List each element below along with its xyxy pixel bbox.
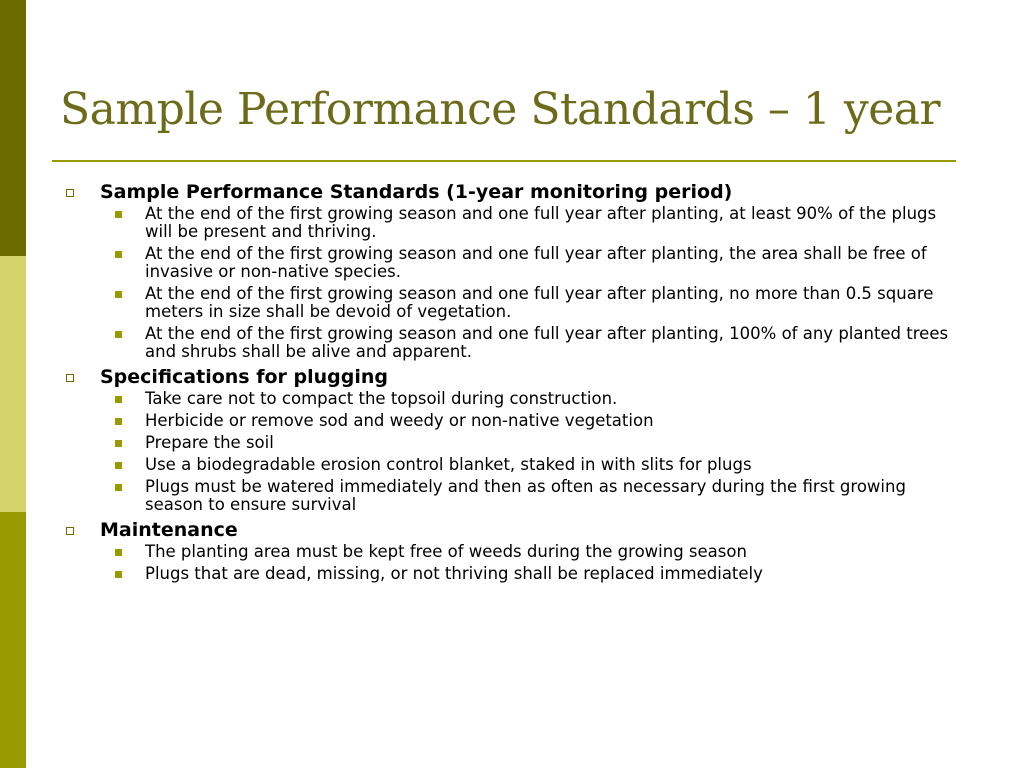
section-heading: Specifications for plugging <box>100 366 388 388</box>
list-item: The planting area must be kept free of weeds during the growing season <box>100 543 960 561</box>
filled-square-bullet-icon <box>115 484 122 491</box>
filled-square-bullet-icon <box>115 462 122 469</box>
sidebar-band-olive <box>0 512 26 768</box>
section-heading: Maintenance <box>100 519 238 541</box>
section-heading: Sample Performance Standards (1-year monitoring period) <box>100 181 733 203</box>
filled-square-bullet-icon <box>115 440 122 447</box>
filled-square-bullet-icon <box>115 571 122 578</box>
list-item: Plugs must be watered immediately and then as often as necessary during the first growing season to ensure survival <box>100 478 960 514</box>
bullet-list <box>100 205 960 361</box>
title-divider <box>52 160 956 162</box>
slide-title: Sample Performance Standards – 1 year <box>60 84 941 135</box>
list-item: Herbicide or remove sod and weedy or non-native vegetation <box>100 412 960 430</box>
list-item: Plugs that are dead, missing, or not thriving shall be replaced immediately <box>100 565 960 583</box>
filled-square-bullet-icon <box>115 251 122 258</box>
slide-content <box>60 180 960 587</box>
list-item: At the end of the first growing season and one full year after planting, 100% of any planted trees and shrubs shall be alive and apparent. <box>100 325 960 361</box>
list-item: Use a biodegradable erosion control blanket, staked in with slits for plugs <box>100 456 960 474</box>
section-specifications-for-plugging <box>60 365 960 514</box>
filled-square-bullet-icon <box>115 211 122 218</box>
hollow-square-bullet-icon <box>66 189 74 197</box>
list-item: At the end of the first growing season and one full year after planting, the area shall be free of invasive or non-native species. <box>100 245 960 281</box>
filled-square-bullet-icon <box>115 396 122 403</box>
filled-square-bullet-icon <box>115 549 122 556</box>
hollow-square-bullet-icon <box>66 527 74 535</box>
section-performance-standards <box>60 180 960 361</box>
sidebar-band-dark <box>0 0 26 256</box>
list-item: Prepare the soil <box>100 434 960 452</box>
sidebar-band-light <box>0 256 26 512</box>
filled-square-bullet-icon <box>115 418 122 425</box>
section-maintenance <box>60 518 960 583</box>
list-item: Take care not to compact the topsoil during construction. <box>100 390 960 408</box>
filled-square-bullet-icon <box>115 331 122 338</box>
list-item: At the end of the first growing season and one full year after planting, at least 90% of the plugs will be present and thriving. <box>100 205 960 241</box>
bullet-list <box>100 543 960 583</box>
filled-square-bullet-icon <box>115 291 122 298</box>
list-item: At the end of the first growing season and one full year after planting, no more than 0.5 square meters in size shall be devoid of vegetation. <box>100 285 960 321</box>
bullet-list <box>100 390 960 514</box>
hollow-square-bullet-icon <box>66 374 74 382</box>
